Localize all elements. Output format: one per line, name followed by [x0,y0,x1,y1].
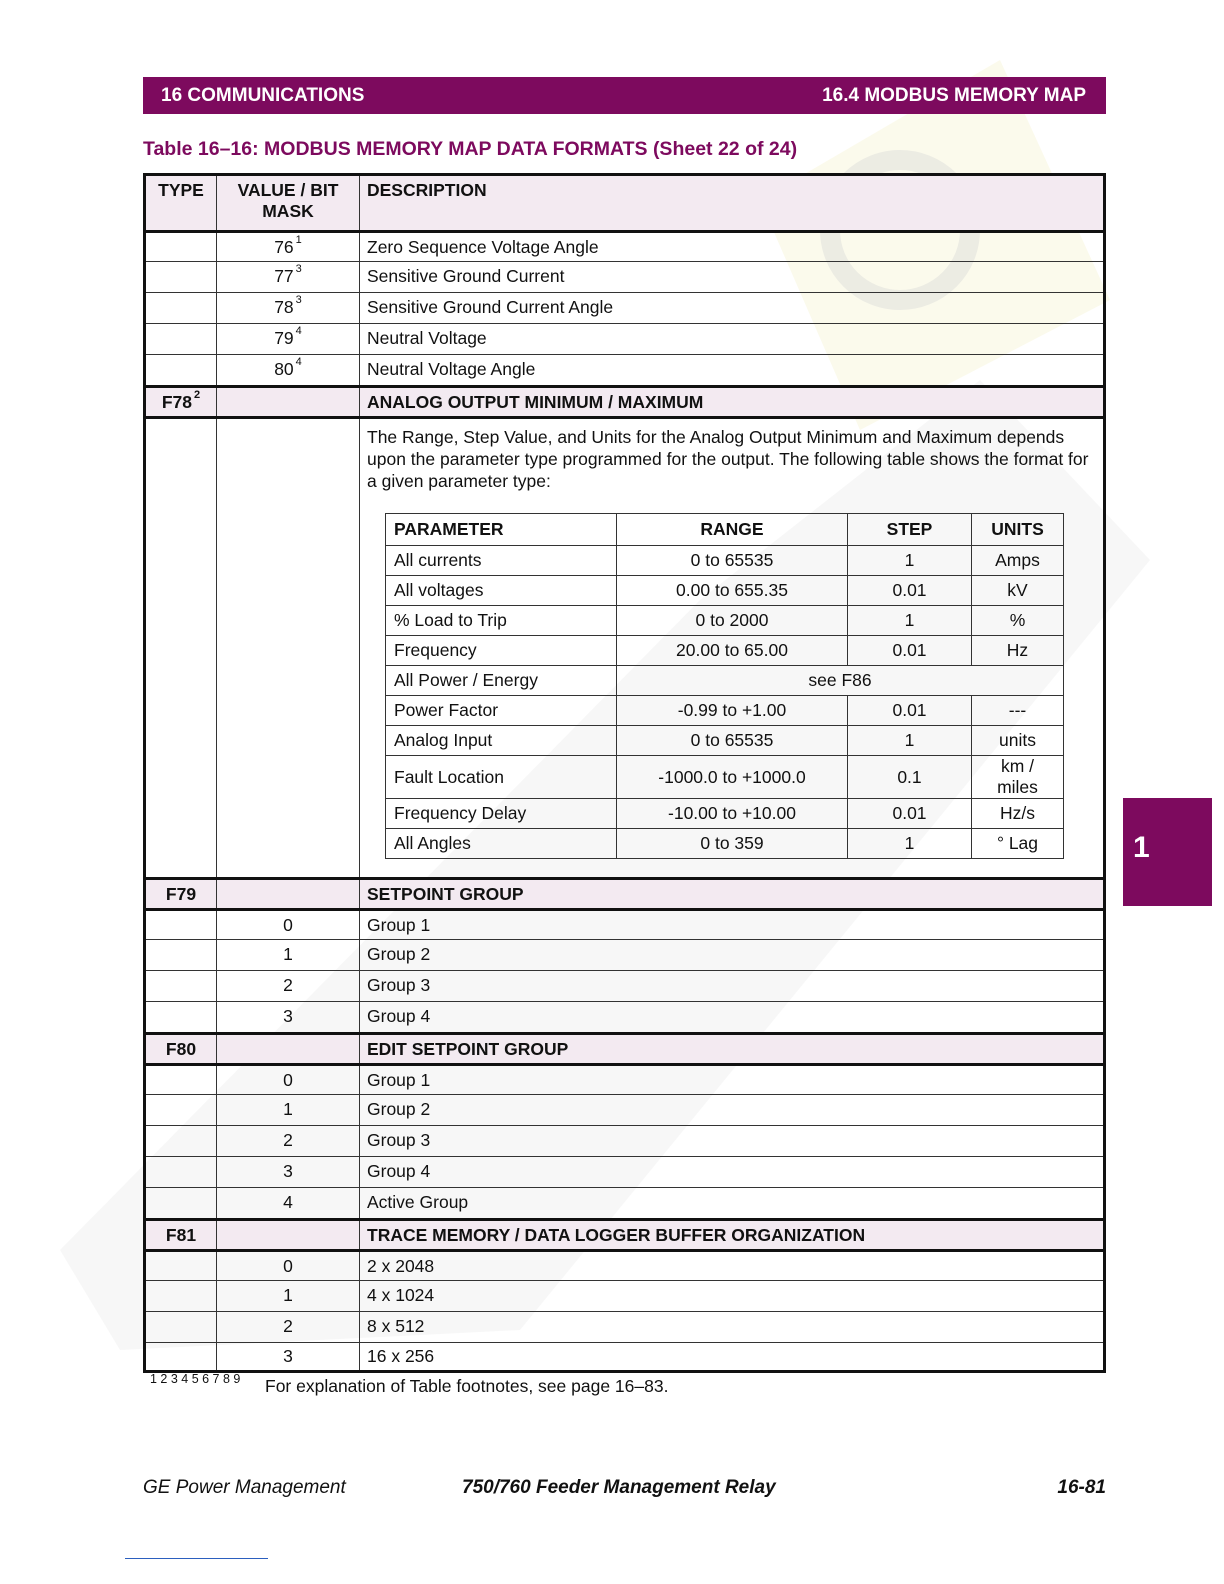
f79-type: F79 [165,884,197,904]
row-description: Group 2 [367,1099,431,1119]
param-header-range: RANGE [617,514,848,546]
f81-title: TRACE MEMORY / DATA LOGGER BUFFER ORGANIZATION [367,1225,866,1245]
row-value: 1 [283,1285,293,1305]
f80-header-row [146,1032,1103,1063]
param-name: Analog Input [386,726,617,756]
f80-title: EDIT SETPOINT GROUP [367,1039,569,1059]
row-description: 2 x 2048 [367,1256,435,1276]
parameter-row [386,799,1064,829]
param-range: 0 to 65535 [617,546,848,576]
footnote-marks: 1 2 3 4 5 6 7 8 9 [150,1372,241,1386]
row-description: Group 1 [367,915,431,935]
row-description: 4 x 1024 [367,1285,435,1305]
row-value: 0 [283,915,293,935]
table-row [146,1249,1103,1280]
col-type-header: TYPE [158,180,204,200]
parameter-table-header [386,514,1064,546]
param-step: 0.01 [848,576,972,606]
table-row [146,1094,1103,1125]
memory-map-table [143,173,1106,1373]
param-name: Fault Location [386,756,617,799]
param-step: 1 [848,829,972,859]
param-step: 1 [848,546,972,576]
parameter-row [386,756,1064,799]
row-value: 80 $^4$ [274,356,302,379]
f78-type: F78 $^2$ [161,389,201,412]
table-header-row [146,176,1103,230]
parameter-row [386,829,1064,859]
row-description: 16 x 256 [367,1346,435,1366]
param-step: 1 [848,726,972,756]
f79-header-row [146,877,1103,908]
table-row [146,970,1103,1001]
link-underline [125,1558,268,1559]
chapter-tab-label: 1 [1133,831,1150,864]
table-row [146,1342,1103,1370]
parameter-row [386,576,1064,606]
table-row [146,1187,1103,1218]
f81-type: F81 [165,1225,197,1245]
table-row [146,1280,1103,1311]
row-description: Group 1 [367,1070,431,1090]
row-value: 79 $^4$ [274,325,302,348]
footer-company: GE Power Management [143,1477,346,1498]
parameter-row [386,636,1064,666]
param-step: 0.1 [848,756,972,799]
param-range: 0 to 65535 [617,726,848,756]
param-units: --- [972,696,1064,726]
footer-product: 750/760 Feeder Management Relay [462,1477,776,1498]
table-row [146,1311,1103,1342]
row-description: Sensitive Ground Current Angle [367,297,614,317]
param-name: Frequency [386,636,617,666]
param-units: kV [972,576,1064,606]
f81-header-row [146,1218,1103,1249]
chapter-side-tab [1123,798,1212,906]
table-row [146,1156,1103,1187]
param-units: km / miles [972,756,1064,799]
row-value: 3 [283,1161,293,1181]
parameter-table [385,513,1064,859]
param-name: Frequency Delay [386,799,617,829]
f79-title: SETPOINT GROUP [367,884,524,904]
table-row [146,1125,1103,1156]
table-row [146,939,1103,970]
param-units: % [972,606,1064,636]
footer-page-number: 16-81 [1057,1477,1106,1498]
f78-description: The Range, Step Value, and Units for the Analog Output Minimum and Maximum depends upon the parameter type programmed for the output. The following table shows the format for a given parameter type: [367,427,1089,491]
param-range: 0 to 359 [617,829,848,859]
row-description: Group 4 [367,1006,431,1026]
row-description: Neutral Voltage [367,328,487,348]
row-value: 3 [283,1346,293,1366]
param-units: ° Lag [972,829,1064,859]
table-row [146,261,1103,292]
row-description: Group 3 [367,975,431,995]
row-description: Neutral Voltage Angle [367,359,536,379]
row-description: Group 2 [367,944,431,964]
param-name: Power Factor [386,696,617,726]
row-value: 76 $^1$ [274,234,302,257]
f78-header-row [146,385,1103,416]
param-step: 0.01 [848,799,972,829]
row-description: Active Group [367,1192,469,1212]
param-range: -0.99 to +1.00 [617,696,848,726]
param-units: Hz [972,636,1064,666]
param-name: All Power / Energy [386,666,617,696]
param-units: Amps [972,546,1064,576]
param-header-parameter: PARAMETER [386,514,617,546]
parameter-row [386,696,1064,726]
param-range: -10.00 to +10.00 [617,799,848,829]
param-step: 0.01 [848,696,972,726]
row-value: 3 [283,1006,293,1026]
col-value-header-line2: MASK [262,201,314,221]
table-row [146,1063,1103,1094]
parameter-row [386,606,1064,636]
parameter-row [386,726,1064,756]
param-header-step: STEP [848,514,972,546]
section-right-title: 16.4 MODBUS MEMORY MAP [822,85,1086,106]
parameter-row [386,666,1064,696]
table-row [146,908,1103,939]
row-description: Sensitive Ground Current [367,266,565,286]
param-units: units [972,726,1064,756]
col-value-header-line1: VALUE / BIT [237,180,339,200]
row-value: 0 [283,1070,293,1090]
table-row [146,1001,1103,1032]
section-left-title: 16 COMMUNICATIONS [161,85,365,106]
table-row [146,354,1103,385]
param-name: All Angles [386,829,617,859]
row-value: 1 [283,1099,293,1119]
param-name: All currents [386,546,617,576]
param-header-units: UNITS [972,514,1064,546]
row-value: 0 [283,1256,293,1276]
parameter-row [386,546,1064,576]
param-name: % Load to Trip [386,606,617,636]
f78-title: ANALOG OUTPUT MINIMUM / MAXIMUM [367,392,704,412]
col-description-header: DESCRIPTION [367,180,487,200]
param-range: 20.00 to 65.00 [617,636,848,666]
row-value: 1 [283,944,293,964]
f80-type: F80 [165,1039,197,1059]
param-range: 0 to 2000 [617,606,848,636]
param-name: All voltages [386,576,617,606]
table-row [146,323,1103,354]
row-description: 8 x 512 [367,1316,425,1336]
row-description: Group 3 [367,1130,431,1150]
row-value: 78 $^3$ [274,294,302,317]
row-description: Zero Sequence Voltage Angle [367,237,599,257]
row-description: Group 4 [367,1161,431,1181]
param-step: 1 [848,606,972,636]
param-range: -1000.0 to +1000.0 [617,756,848,799]
param-step: 0.01 [848,636,972,666]
row-value: 77 $^3$ [274,263,302,286]
row-value: 2 [283,975,293,995]
param-range: 0.00 to 655.35 [617,576,848,606]
section-header-bar [143,77,1106,114]
param-units: Hz/s [972,799,1064,829]
row-value: 4 [283,1192,293,1212]
table-row [146,292,1103,323]
row-value: 2 [283,1130,293,1150]
footnote-text: For explanation of Table footnotes, see page 16–83. [265,1376,669,1396]
param-merged: see F86 [617,666,1064,696]
table-title: Table 16–16: MODBUS MEMORY MAP DATA FORMATS (Sheet 22 of 24) [143,138,798,160]
row-value: 2 [283,1316,293,1336]
table-row [146,230,1103,261]
